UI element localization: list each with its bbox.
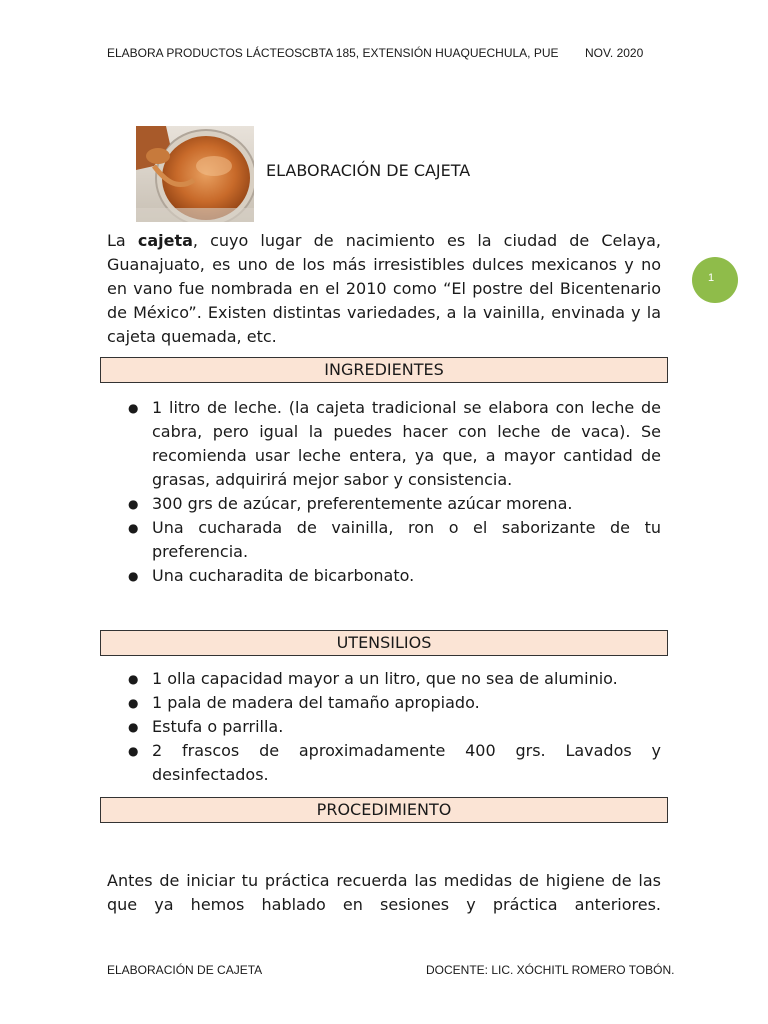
procedure-heading: PROCEDIMIENTO	[100, 797, 668, 823]
list-item	[107, 739, 661, 787]
bullet-icon: ●	[128, 401, 139, 415]
utensils-list	[107, 667, 661, 787]
intro-lead: La	[107, 231, 126, 250]
bullet-icon: ●	[128, 521, 139, 535]
cajeta-image	[136, 126, 254, 222]
header-course: ELABORA PRODUCTOS LÁCTEOS	[107, 46, 303, 60]
footer-title: ELABORACIÓN DE CAJETA	[107, 963, 263, 977]
list-item	[107, 396, 661, 492]
list-item	[107, 564, 661, 588]
bullet-icon: ●	[128, 672, 139, 686]
cajeta-photo	[136, 126, 254, 222]
page-number-badge: 1	[692, 257, 738, 303]
list-item-text: 1 litro de leche. (la cajeta tradicional se elabora con leche de cabra, pero igual la puedes hacer con leche de vaca). Se recomienda usar leche entera, ya que, a mayor cantidad de grasas, adquirirá mejor sabor y consistencia.	[152, 398, 661, 489]
footer-teacher: DOCENTE: LIC. XÓCHITL ROMERO TOBÓN.	[426, 963, 675, 977]
ingredients-heading: INGREDIENTES	[100, 357, 668, 383]
bullet-icon: ●	[128, 696, 139, 710]
list-item-text: 1 olla capacidad mayor a un litro, que no sea de aluminio.	[152, 669, 618, 688]
bullet-icon: ●	[128, 569, 139, 583]
list-item-text: Una cucharada de vainilla, ron o el saborizante de tu preferencia.	[152, 518, 661, 561]
utensils-heading: UTENSILIOS	[100, 630, 668, 656]
list-item	[107, 715, 661, 739]
header-date: NOV. 2020	[585, 46, 644, 60]
list-item	[107, 691, 661, 715]
list-item	[107, 667, 661, 691]
list-item-text: 300 grs de azúcar, preferentemente azúcar morena.	[152, 494, 573, 513]
list-item-text: Estufa o parrilla.	[152, 717, 284, 736]
header-school: CBTA 185, EXTENSIÓN HUAQUECHULA, PUE	[302, 46, 559, 60]
list-item-text: 2 frascos de aproximadamente 400 grs. Lavados y desinfectados.	[152, 741, 661, 784]
intro-bold-term: cajeta	[137, 231, 193, 250]
ingredients-list	[107, 396, 661, 588]
list-item	[107, 492, 661, 516]
document-title: ELABORACIÓN DE CAJETA	[266, 161, 471, 180]
intro-text: , cuyo lugar de nacimiento es la ciudad de Celaya, Guanajuato, es uno de los más irresistibles dulces mexicanos y no en vano fue nombrada en el 2010 como “El postre del Bicentenario de México”. Existen distintas variedades, a la vainilla, envinada y la cajeta quemada, etc.	[107, 231, 662, 346]
intro-paragraph	[107, 229, 661, 349]
bullet-icon: ●	[128, 720, 139, 734]
procedure-paragraph: Antes de iniciar tu práctica recuerda las medidas de higiene de las que ya hemos hablado en sesiones y práctica anteriores.	[107, 871, 661, 914]
list-item-text: 1 pala de madera del tamaño apropiado.	[152, 693, 480, 712]
list-item	[107, 516, 661, 564]
list-item-text: Una cucharadita de bicarbonato.	[152, 566, 415, 585]
bullet-icon: ●	[128, 744, 139, 758]
bullet-icon: ●	[128, 497, 139, 511]
